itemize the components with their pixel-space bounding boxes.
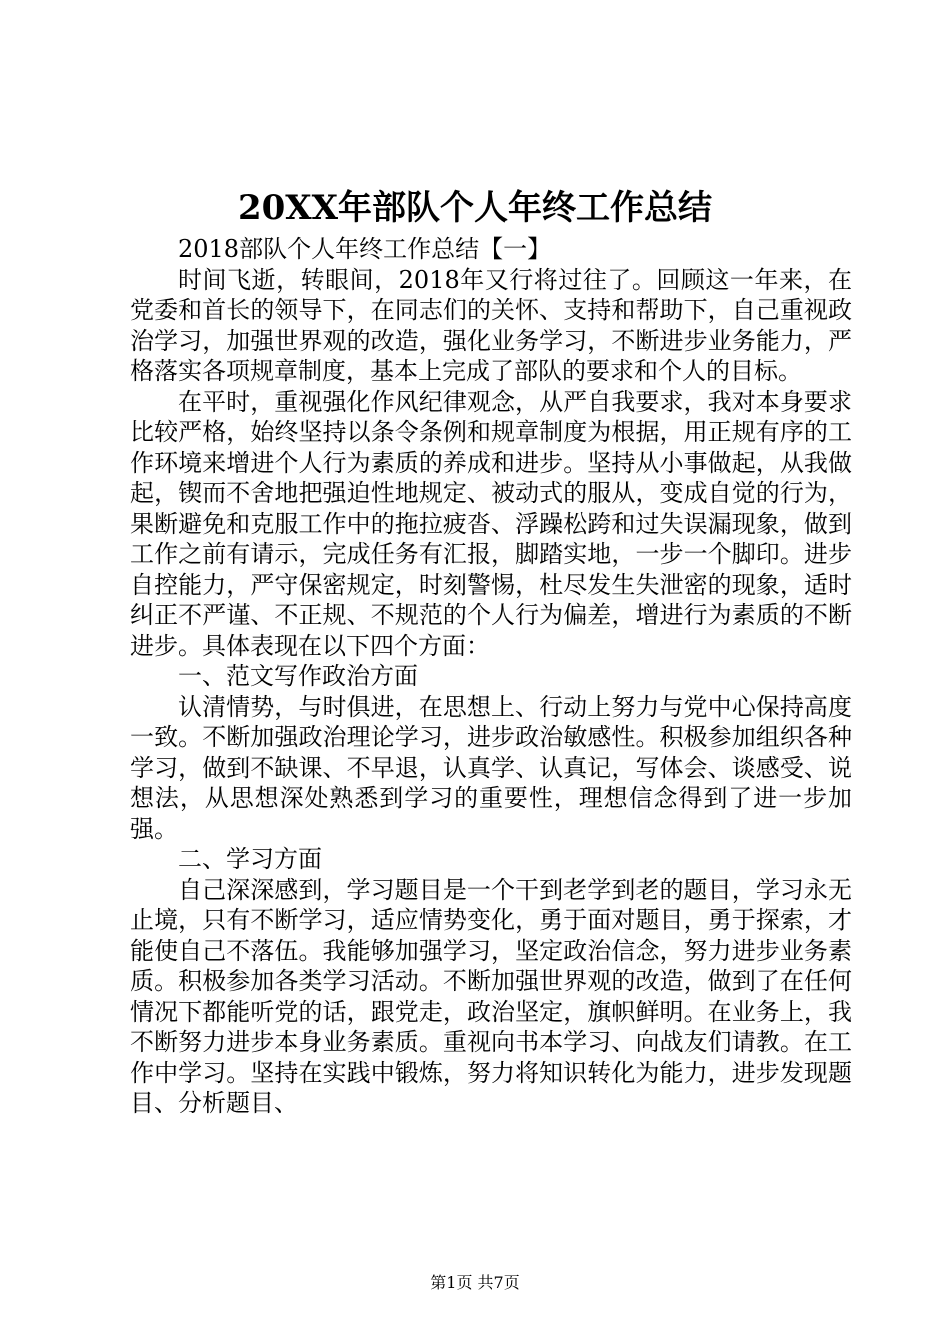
paragraph-discipline: 在平时，重视强化作风纪律观念，从严自我要求，我对本身要求比较严格，始终坚持以条令条例和规章制度为根据，用正规有序的工作环境来增进个人行为素质的养成和进步。坚持从小事做起，从我做起，锲而不舍地把强迫性地规定、被动式的服从，变成自觉的行为，果断避免和克服工作中的拖拉疲沓、浮躁松跨和过失误漏现象，做到工作之前有请示，完成任务有汇报，脚踏实地，一步一个脚印。进步自控能力，严守保密规定，时刻警惕，杜尽发生失泄密的现象，适时纠正不严谨、不正规、不规范的个人行为偏差，增进行为素质的不断进步。具体表现在以下四个方面：	[130, 387, 852, 660]
document-body	[130, 234, 852, 1119]
paragraph-study: 自己深深感到，学习题目是一个干到老学到老的题目，学习永无止境，只有不断学习，适应情势变化，勇于面对题目，勇于探索，才能使自己不落伍。我能够加强学习，坚定政治信念，努力进步业务素质。积极参加各类学习活动。不断加强世界观的改造，做到了在任何情况下都能听党的话，跟党走，政治坚定，旗帜鲜明。在业务上，我不断努力进步本身业务素质。重视向书本学习、向战友们请教。在工作中学习。坚持在实践中锻炼，努力将知识转化为能力，进步发现题目、分析题目、	[130, 875, 852, 1117]
page-footer	[0, 1272, 950, 1294]
paragraph-intro: 时间飞逝，转眼间，2018年又行将过往了。回顾这一年来，在党委和首长的领导下，在同志们的关怀、支持和帮助下，自己重视政治学习，加强世界观的改造，强化业务学习，不断进步业务能力，严格落实各项规章制度，基本上完成了部队的要求和个人的目标。	[130, 265, 852, 385]
page-number: 第1页	[430, 1273, 473, 1292]
document-subtitle: 2018部队个人年终工作总结【一】	[178, 235, 552, 263]
page-total: 共7页	[477, 1273, 520, 1292]
section-heading-study: 二、学习方面	[178, 845, 322, 873]
document-title: 20XX年部队个人年终工作总结	[237, 188, 713, 228]
paragraph-politics: 认清情势，与时俱进，在思想上、行动上努力与党中心保持高度一致。不断加强政治理论学习，进步政治敏感性。积极参加组织各种学习，做到不缺课、不早退，认真学、认真记，写体会、谈感受、说想法，从思想深处熟悉到学习的重要性，理想信念得到了进一步加强。	[130, 692, 852, 843]
section-heading-politics: 一、范文写作政治方面	[178, 662, 418, 690]
